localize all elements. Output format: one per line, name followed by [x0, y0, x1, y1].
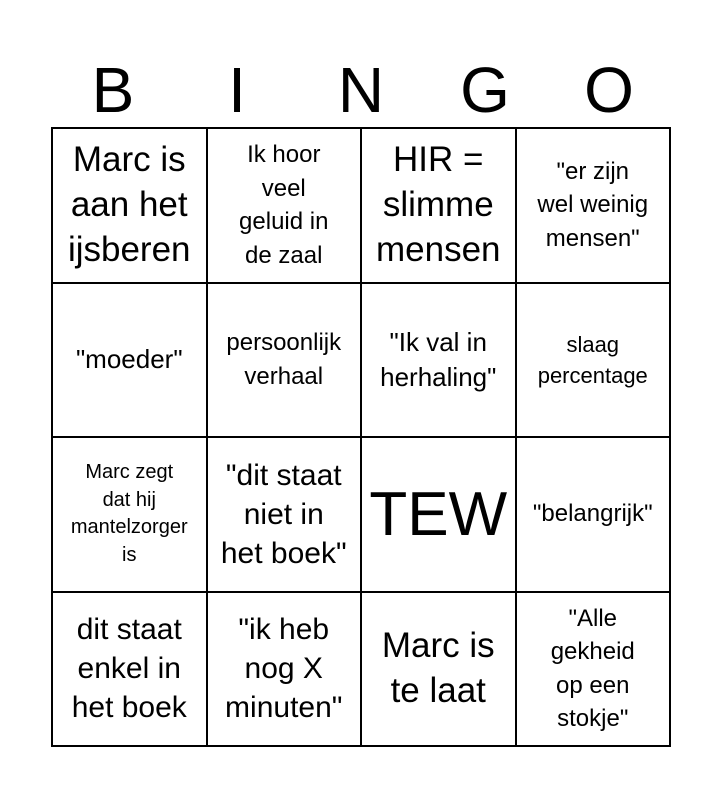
bingo-cell-9[interactable]: [52, 437, 207, 592]
bingo-header: [51, 52, 671, 128]
cell-text: "er zijn wel weinig mensen": [537, 157, 649, 253]
cell-text: TEW: [369, 479, 508, 549]
bingo-cell-3[interactable]: [361, 128, 516, 283]
cell-text: Ik hoor veel geluid in de zaal: [239, 141, 329, 269]
cell-text: slaag percentage: [537, 331, 648, 388]
bingo-free-cell[interactable]: [361, 437, 516, 592]
bingo-cell-5[interactable]: [52, 283, 207, 438]
bingo-cell-12[interactable]: [516, 437, 671, 592]
bingo-cell-7[interactable]: [361, 283, 516, 438]
bingo-cell-1[interactable]: [52, 128, 207, 283]
cell-text: "Alle gekheid op een stokje": [550, 604, 635, 733]
bingo-cell-16[interactable]: [516, 592, 671, 747]
header-letter-n: N: [337, 54, 385, 126]
header-letter-b: B: [91, 54, 135, 126]
cell-text: Marc is te laat: [381, 625, 495, 710]
bingo-cell-14[interactable]: [207, 592, 362, 747]
cell-text: dit staat enkel in het boek: [71, 613, 187, 725]
header-letter-g: G: [460, 54, 510, 126]
bingo-cell-8[interactable]: [516, 283, 671, 438]
bingo-cell-4[interactable]: [516, 128, 671, 283]
cell-text: "Ik val in herhaling": [380, 327, 497, 392]
bingo-cell-15[interactable]: [361, 592, 516, 747]
cell-text: Marc zegt dat hij mantelzorger is: [70, 461, 188, 566]
bingo-board: [51, 127, 671, 747]
header-letter-o: O: [584, 54, 634, 126]
cell-text: persoonlijk verhaal: [226, 329, 342, 390]
bingo-cell-2[interactable]: [207, 128, 362, 283]
bingo-cell-6[interactable]: [207, 283, 362, 438]
bingo-cell-13[interactable]: [52, 592, 207, 747]
header-letter-i: I: [228, 54, 246, 126]
bingo-cell-10[interactable]: [207, 437, 362, 592]
cell-text: "belangrijk": [532, 500, 653, 528]
cell-text: "dit staat niet in het boek": [220, 458, 347, 570]
cell-text: "moeder": [75, 344, 183, 375]
cell-text: Marc is aan het ijsberen: [67, 140, 191, 269]
cell-text: "ik heb nog X minuten": [225, 613, 343, 725]
cell-text: HIR = slimme mensen: [375, 140, 501, 269]
